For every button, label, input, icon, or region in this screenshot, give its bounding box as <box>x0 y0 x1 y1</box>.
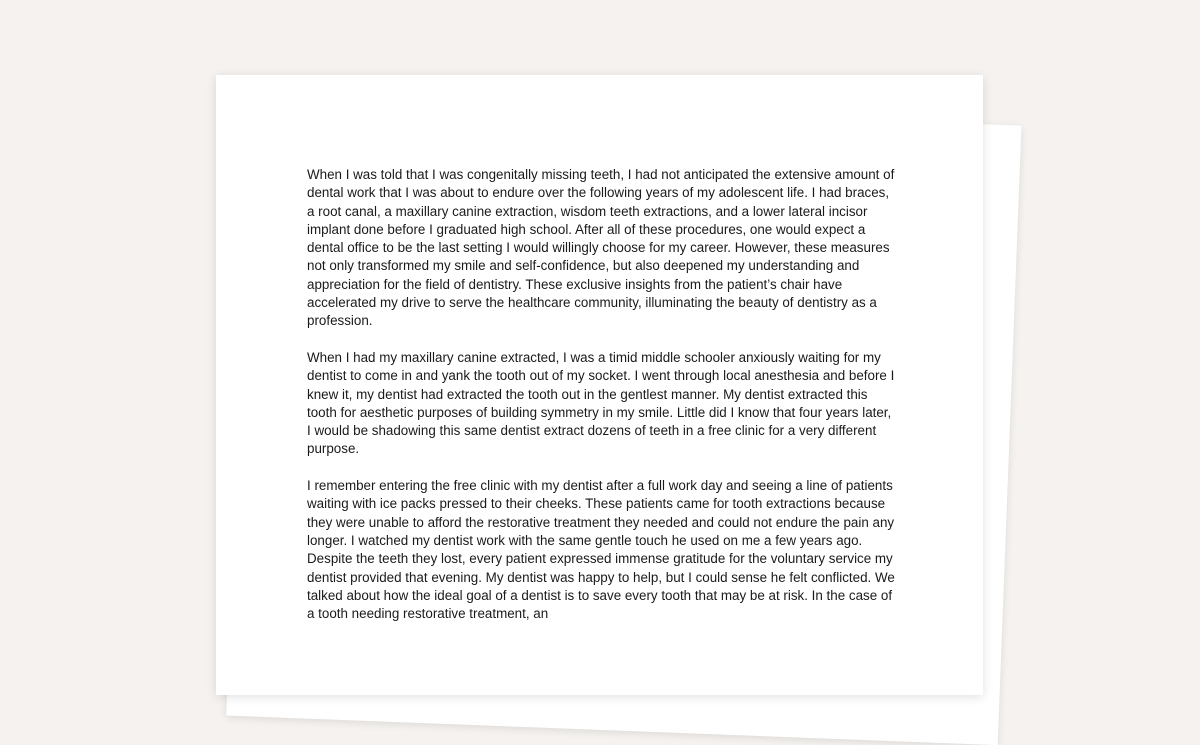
paragraph-2: When I had my maxillary canine extracted, I was a timid middle schooler anxiously waiting for my dentist to come in and yank the tooth out of my socket. I went through local anesthesia and before I knew it, my dentist had extracted the tooth out in the gentlest manner. My dentist extracted this tooth for aesthetic purposes of building symmetry in my smile. Little did I know that four years later, I would be shadowing this same dentist extract dozens of teeth in a free clinic for a very different purpose. <box>307 349 895 457</box>
paragraph-3: I remember entering the free clinic with my dentist after a full work day and seeing a line of patients waiting with ice packs pressed to their cheeks. These patients came for tooth extractions because they were unable to afford the restorative treatment they needed and could not endure the pain any longer. I watched my dentist work with the same gentle touch he used on me a few years ago. Despite the teeth they lost, every patient expressed immense gratitude for the voluntary service my dentist provided that evening. My dentist was happy to help, but I could sense he felt conflicted. We talked about how the ideal goal of a dentist is to save every tooth that may be at risk. In the case of a tooth needing restorative treatment, an <box>307 478 895 622</box>
front-page <box>216 75 983 695</box>
essay-body <box>307 166 897 642</box>
paragraph-1: When I was told that I was congenitally missing teeth, I had not anticipated the extensive amount of dental work that I was about to endure over the following years of my adolescent life. I had braces, a root canal, a maxillary canine extraction, wisdom teeth extractions, and a lower lateral incisor implant done before I graduated high school. After all of these procedures, one would expect a dental office to be the last setting I would willingly choose for my career. However, these measures not only transformed my smile and self-confidence, but also deepened my understanding and appreciation for the field of dentistry. These exclusive insights from the patient’s chair have accelerated my drive to serve the healthcare community, illuminating the beauty of dentistry as a profession. <box>307 167 895 329</box>
